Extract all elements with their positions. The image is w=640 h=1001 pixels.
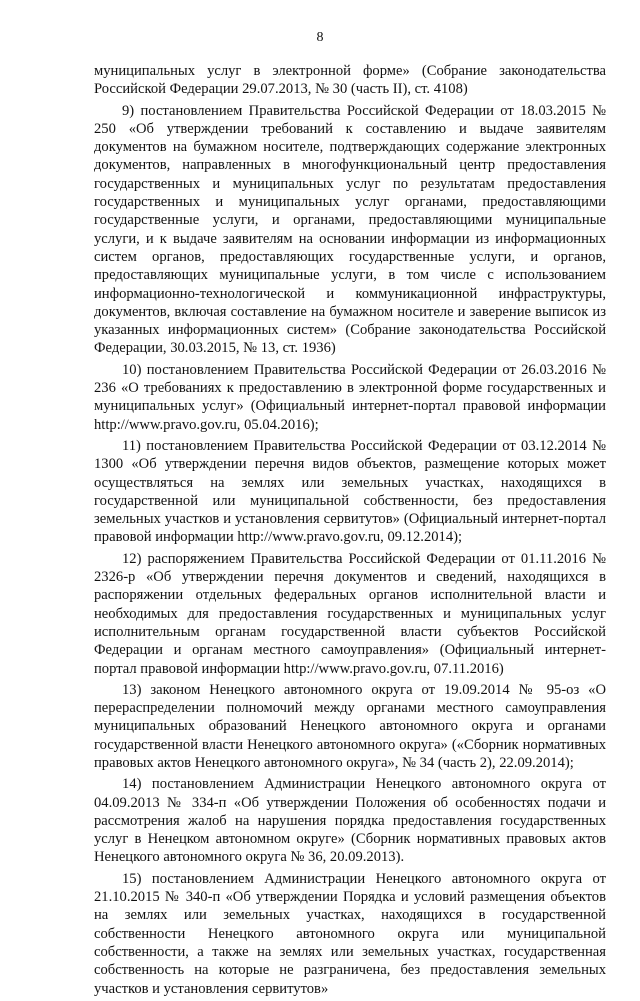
list-item-12: 12) распоряжением Правительства Российской Федерации от 01.11.2016 № 2326-р «Об утверждении перечня документов и сведений, находящихся в распоряжении отдельных федеральных органов исполнительной власти и необходимых для предоставления государственных и муниципальных услуг исполнительным органам государственной власти субъектов Российской Федерации и органам местного самоуправления» (Официальный интернет-портал правовой информации http://www.pravo.gov.ru, 07.11.2016) <box>94 550 606 677</box>
list-item-13: 13) законом Ненецкого автономного округа от 19.09.2014 № 95-оз «О перераспределении полномочий между органами местного самоуправления муниципальных образований Ненецкого автономного округа и органами государственной власти Ненецкого автономного округа» («Сборник нормативных правовых актов Ненецкого автономного округа», № 34 (часть 2), 22.09.2014); <box>94 681 606 771</box>
list-item-10: 10) постановлением Правительства Российской Федерации от 26.03.2016 № 236 «О требованиях к предоставлению в электронной форме государственных и муниципальных услуг» (Официальный интернет-портал правовой информации http://www.pravo.gov.ru, 05.04.2016); <box>94 361 606 433</box>
paragraph-continuation: муниципальных услуг в электронной форме» (Собрание законодательства Российской Федерации 29.07.2013, № 30 (часть II), ст. 4108) <box>94 63 606 98</box>
document-body <box>94 62 606 1001</box>
list-item-11: 11) постановлением Правительства Российской Федерации от 03.12.2014 № 1300 «Об утверждении перечня видов объектов, размещение которых может осуществляться на землях или земельных участках, находящихся в государственной или муниципальной собственности, без предоставления земельных участков и установления сервитутов» (Официальный интернет-портал правовой информации http://www.pravo.gov.ru, 09.12.2014); <box>94 437 606 546</box>
list-item-14: 14) постановлением Администрации Ненецкого автономного округа от 04.09.2013 № 334-п «Об утверждении Положения об особенностях подачи и рассмотрения жалоб на нарушения порядка предоставления государственных услуг в Ненецком автономном округе» (Сборник нормативных правовых актов Ненецкого автономного округа № 36, 20.09.2013). <box>94 776 606 866</box>
list-item-9: 9) постановлением Правительства Российской Федерации от 18.03.2015 № 250 «Об утверждении требований к составлению и выдаче заявителям документов на бумажном носителе, подтверждающих содержание электронных документов, направленных в многофункциональный центр предоставления государственных и муниципальных услуг по результатам предоставления государственных и муниципальных услуг органами, предоставляющими государственные услуги, и органами, предоставляющими муниципальные услуги, и к выдаче заявителям на основании информации из информационных систем органов, предоставляющих государственные услуги, и органов, предоставляющих муниципальные услуги, в том числе с использованием информационно-технологической и коммуникационной инфраструктуры, документов, включая составление на бумажном носителе и заверение выписок из указанных информационных систем» (Собрание законодательства Российской Федерации, 30.03.2015, № 13, ст. 1936) <box>94 102 606 357</box>
list-item-15: 15) постановлением Администрации Ненецкого автономного округа от 21.10.2015 № 340-п «Об утверждении Порядка и условий размещения объектов на землях или земельных участках, находящихся в государственной собственности Ненецкого автономного округа или муниципальной собственности, а также на землях или земельных участках, государственная собственность на которые не разграничена, без предоставления земельных участков и установления сервитутов» <box>94 870 606 997</box>
page-number: 8 <box>316 30 324 45</box>
